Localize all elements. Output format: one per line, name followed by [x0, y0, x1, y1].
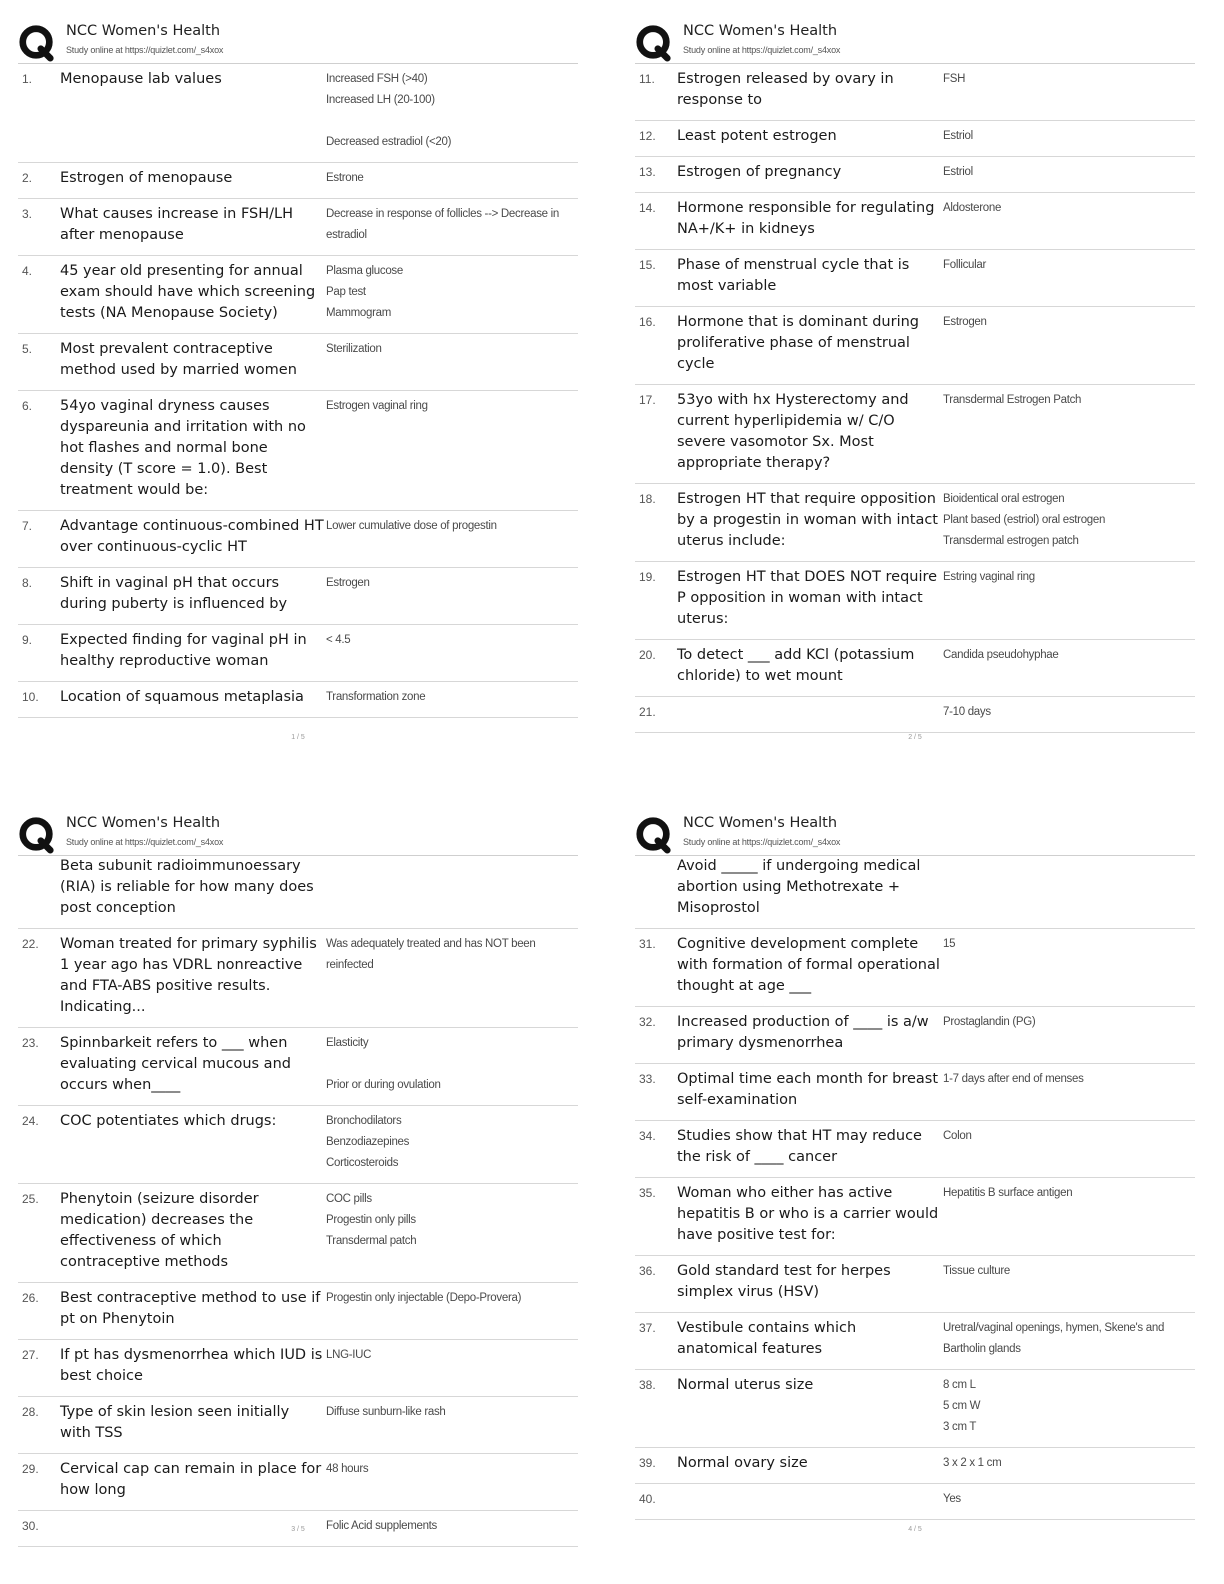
definition-line: LNG-IUC: [326, 1349, 372, 1361]
card-definition: [324, 1402, 578, 1444]
definition-line: 48 hours: [326, 1463, 369, 1475]
card-number: 30.: [22, 1519, 39, 1533]
card-term: Woman who either has active hepatitis B or who is a carrier would have positive test for:: [677, 1185, 939, 1243]
flashcard-row: [18, 1028, 578, 1106]
definition-line: Estrogen vaginal ring: [326, 400, 428, 412]
definition-line: < 4.5: [326, 634, 351, 646]
definition-line: Colon: [943, 1130, 972, 1142]
card-definition: [941, 312, 1195, 375]
card-number: 37.: [639, 1321, 656, 1335]
definition-line: Folic Acid supplements: [326, 1520, 438, 1532]
quizlet-logo-icon: [18, 24, 56, 62]
card-term: Most prevalent contraceptive method used by married women: [60, 341, 297, 378]
definition-line: Decrease in response of follicles --> Decrease in estradiol: [326, 208, 559, 241]
card-definition: [941, 934, 1195, 997]
flashcard-row: [18, 929, 578, 1028]
card-definition: [941, 198, 1195, 240]
definition-line: Prior or during ovulation: [326, 1079, 441, 1091]
definition-line: Transdermal Estrogen Patch: [943, 394, 1082, 406]
card-definition: [941, 856, 1195, 919]
card-term: If pt has dysmenorrhea which IUD is best choice: [60, 1347, 323, 1384]
card-number: 23.: [22, 1036, 39, 1050]
card-definition: [941, 1453, 1195, 1474]
card-term: Type of skin lesion seen initially with TSS: [60, 1404, 290, 1441]
card-definition: [324, 1189, 578, 1273]
study-online-link[interactable]: Study online at https://quizlet.com/_s4xox: [66, 45, 224, 55]
definition-line: Follicular: [943, 259, 987, 271]
definition-line: Was adequately treated and has NOT been reinfected: [326, 938, 536, 971]
card-number: 20.: [639, 648, 656, 662]
card-number: 1.: [22, 72, 33, 86]
card-number: 27.: [22, 1348, 39, 1362]
card-definition: [941, 69, 1195, 111]
flashcard-row: [635, 856, 1195, 929]
card-definition: [324, 1345, 578, 1387]
definition-line: [326, 856, 578, 877]
card-term: Cervical cap can remain in place for how long: [60, 1461, 322, 1498]
definition-line: Plant based (estriol) oral estrogen: [943, 514, 1106, 526]
card-term: Beta subunit radioimmunoessary (RIA) is reliable for how many does post conception: [60, 858, 314, 916]
card-definition: [941, 1126, 1195, 1168]
card-term: Least potent estrogen: [677, 128, 837, 144]
definition-line: Bronchodilators: [326, 1115, 402, 1127]
flashcard-row: [18, 1454, 578, 1511]
definition-line: Increased LH (20-100): [326, 94, 435, 106]
flashcard-row: [635, 157, 1195, 193]
card-definition: [324, 1288, 578, 1330]
flashcard-row: [635, 307, 1195, 385]
definition-line: Transdermal estrogen patch: [943, 535, 1079, 547]
card-number: 16.: [639, 315, 656, 329]
definition-line: 3 cm T: [943, 1421, 977, 1433]
card-number: 2.: [22, 171, 33, 185]
card-number: 40.: [639, 1492, 656, 1506]
flashcard-row: [635, 193, 1195, 250]
card-number: 25.: [22, 1192, 39, 1206]
card-term: Location of squamous metaplasia: [60, 689, 304, 705]
card-definition: [324, 1111, 578, 1174]
card-term: 53yo with hx Hysterectomy and current hyperlipidemia w/ C/O severe vasomotor Sx. Most appropriate therapy?: [677, 392, 909, 471]
definition-line: Uretral/vaginal openings, hymen, Skene's and Bartholin glands: [943, 1322, 1165, 1355]
card-term: COC potentiates which drugs:: [60, 1113, 277, 1129]
flashcard-page-1: [18, 20, 578, 741]
card-term: Studies show that HT may reduce the risk of ____ cancer: [677, 1128, 922, 1165]
card-definition: [941, 1318, 1195, 1360]
definition-line: Lower cumulative dose of progestin: [326, 520, 497, 532]
definition-line: Estrogen: [326, 577, 370, 589]
card-definition: [941, 567, 1195, 630]
card-definition: [941, 255, 1195, 297]
flashcard-row: [635, 385, 1195, 484]
card-definition: [941, 1183, 1195, 1246]
card-term: 54yo vaginal dryness causes dyspareunia and irritation with no hot flashes and normal bone density (T score = 1.0). Best treatment would be:: [60, 398, 306, 498]
page-number: 2 / 5: [908, 734, 922, 741]
definition-line: Corticosteroids: [326, 1157, 399, 1169]
definition-line: Estrone: [326, 172, 364, 184]
flashcard-page-4: [635, 812, 1195, 1533]
flashcard-row: [18, 391, 578, 511]
definition-line: Estrogen: [943, 316, 987, 328]
card-definition: [324, 339, 578, 381]
card-term: Increased production of ____ is a/w primary dysmenorrhea: [677, 1014, 929, 1051]
card-number: 35.: [639, 1186, 656, 1200]
card-term: Normal ovary size: [677, 1455, 808, 1471]
definition-line: Plasma glucose: [326, 265, 403, 277]
definition-line: Mammogram: [326, 307, 392, 319]
brand-title: NCC Women's Health: [683, 23, 838, 39]
definition-line: 5 cm W: [943, 1400, 981, 1412]
flashcard-page-3: [18, 812, 578, 1547]
card-term: Vestibule contains which anatomical features: [677, 1320, 857, 1357]
flashcard-row: [18, 256, 578, 334]
definition-line: Bioidentical oral estrogen: [943, 493, 1065, 505]
card-definition: [324, 204, 578, 246]
flashcard-row: [18, 511, 578, 568]
flashcard-row: [635, 1007, 1195, 1064]
flashcard-row: [18, 625, 578, 682]
definition-line: 3 x 2 x 1 cm: [943, 1457, 1002, 1469]
card-definition: [324, 1033, 578, 1096]
flashcard-row: [18, 1340, 578, 1397]
flashcard-row: [635, 1178, 1195, 1256]
card-definition: [324, 1459, 578, 1501]
card-definition: [941, 126, 1195, 147]
card-term: Estrogen HT that DOES NOT require P opposition in woman with intact uterus:: [677, 569, 938, 627]
definition-line: COC pills: [326, 1193, 372, 1205]
flashcard-row: [18, 856, 578, 929]
card-number: 18.: [639, 492, 656, 506]
card-term: Avoid _____ if undergoing medical abortion using Methotrexate + Misoprostol: [677, 858, 921, 916]
card-definition: [324, 261, 578, 324]
definition-line: Transformation zone: [326, 691, 426, 703]
card-definition: [941, 1489, 1195, 1510]
definition-line: Estriol: [943, 130, 973, 142]
flashcard-row: [635, 250, 1195, 307]
brand-title: NCC Women's Health: [683, 815, 838, 831]
definition-line: [326, 1054, 578, 1075]
flashcard-row: [635, 1121, 1195, 1178]
definition-line: Pap test: [326, 286, 366, 298]
flashcard-row: [18, 1184, 578, 1283]
card-definition: [941, 1375, 1195, 1438]
card-number: 13.: [639, 165, 656, 179]
card-term: Gold standard test for herpes simplex virus (HSV): [677, 1263, 891, 1300]
definition-line: Estriol: [943, 166, 973, 178]
card-number: 6.: [22, 399, 33, 413]
brand-title: NCC Women's Health: [66, 23, 221, 39]
card-number: 4.: [22, 264, 33, 278]
card-term: 45 year old presenting for annual exam should have which screening tests (NA Menopause Society): [60, 263, 316, 321]
card-term: Hormone that is dominant during proliferative phase of menstrual cycle: [677, 314, 920, 372]
definition-line: 15: [943, 938, 956, 950]
card-number: 5.: [22, 342, 33, 356]
card-number: 14.: [639, 201, 656, 215]
definition-line: Hepatitis B surface antigen: [943, 1187, 1073, 1199]
card-number: 36.: [639, 1264, 656, 1278]
definition-line: Candida pseudohyphae: [943, 649, 1059, 661]
page-header: [18, 812, 578, 854]
card-number: 26.: [22, 1291, 39, 1305]
card-definition: [941, 1261, 1195, 1303]
definition-line: Tissue culture: [943, 1265, 1010, 1277]
definition-line: [943, 856, 1195, 877]
card-definition: [941, 1069, 1195, 1111]
flashcard-row: [635, 562, 1195, 640]
card-number: 22.: [22, 937, 39, 951]
definition-line: Elasticity: [326, 1037, 369, 1049]
card-number: 19.: [639, 570, 656, 584]
card-number: 34.: [639, 1129, 656, 1143]
card-definition: [324, 396, 578, 501]
page-header: [18, 20, 578, 62]
card-number: 29.: [22, 1462, 39, 1476]
card-number: 32.: [639, 1015, 656, 1029]
card-term: Menopause lab values: [60, 71, 222, 87]
card-number: 8.: [22, 576, 33, 590]
flashcard-row: [635, 1313, 1195, 1370]
definition-line: Increased FSH (>40): [326, 73, 428, 85]
page-number: 1 / 5: [291, 734, 305, 741]
flashcard-row: [18, 163, 578, 199]
card-term: Shift in vaginal pH that occurs during puberty is influenced by: [60, 575, 288, 612]
flashcard-row: [18, 1283, 578, 1340]
card-number: 38.: [639, 1378, 656, 1392]
page-header: [635, 20, 1195, 62]
study-online-link[interactable]: Study online at https://quizlet.com/_s4xox: [66, 837, 224, 847]
page-header: [635, 812, 1195, 854]
card-definition: [324, 516, 578, 558]
quizlet-logo-icon: [635, 816, 673, 854]
definition-line: Benzodiazepines: [326, 1136, 410, 1148]
definition-line: Prostaglandin (PG): [943, 1016, 1036, 1028]
definition-line: 8 cm L: [943, 1379, 976, 1391]
page-number: 3 / 5: [291, 1526, 305, 1533]
flashcard-row: [635, 1448, 1195, 1484]
card-definition: [324, 573, 578, 615]
card-number: 12.: [639, 129, 656, 143]
card-term: Estrogen of menopause: [60, 170, 233, 186]
study-online-link[interactable]: Study online at https://quizlet.com/_s4xox: [683, 45, 841, 55]
flashcard-row: [635, 1484, 1195, 1520]
flashcard-row: [18, 1106, 578, 1184]
card-term: Estrogen released by ovary in response to: [677, 71, 894, 108]
flashcard-row: [18, 1397, 578, 1454]
card-term: Hormone responsible for regulating NA+/K+ in kidneys: [677, 200, 935, 237]
card-term: Phenytoin (seizure disorder medication) decreases the effectiveness of which contraceptive methods: [60, 1191, 259, 1270]
card-number: 39.: [639, 1456, 656, 1470]
card-term: What causes increase in FSH/LH after menopause: [60, 206, 294, 243]
card-number: 3.: [22, 207, 33, 221]
flashcard-row: [635, 484, 1195, 562]
quizlet-logo-icon: [18, 816, 56, 854]
flashcard-row: [635, 1256, 1195, 1313]
card-definition: [941, 162, 1195, 183]
flashcard-row: [18, 64, 578, 163]
card-number: 24.: [22, 1114, 39, 1128]
card-term: Normal uterus size: [677, 1377, 814, 1393]
card-number: [18, 856, 60, 919]
quizlet-logo-icon: [635, 24, 673, 62]
flashcard-row: [635, 64, 1195, 121]
card-definition: [941, 489, 1195, 552]
flashcard-row: [635, 1370, 1195, 1448]
flashcard-row: [18, 334, 578, 391]
definition-line: 7-10 days: [943, 706, 991, 718]
card-term: [677, 1489, 941, 1510]
definition-line: Transdermal patch: [326, 1235, 417, 1247]
card-term: Phase of menstrual cycle that is most variable: [677, 257, 910, 294]
card-definition: [324, 69, 578, 153]
flashcard-row: [18, 568, 578, 625]
definition-line: 1-7 days after end of menses: [943, 1073, 1084, 1085]
definition-line: Aldosterone: [943, 202, 1002, 214]
card-definition: [324, 856, 578, 919]
brand-title: NCC Women's Health: [66, 815, 221, 831]
card-number: 33.: [639, 1072, 656, 1086]
flashcard-row: [18, 682, 578, 718]
card-number: 17.: [639, 393, 656, 407]
card-number: 15.: [639, 258, 656, 272]
card-term: [677, 702, 941, 723]
card-definition: [324, 630, 578, 672]
flashcard-row: [635, 121, 1195, 157]
card-term: Optimal time each month for breast self-examination: [677, 1071, 939, 1108]
card-term: Woman treated for primary syphilis 1 year ago has VDRL nonreactive and FTA-ABS positive results. Indicating...: [60, 936, 317, 1015]
card-number: 7.: [22, 519, 33, 533]
card-term: Spinnbarkeit refers to ___ when evaluating cervical mucous and occurs when____: [60, 1035, 291, 1093]
card-definition: [324, 934, 578, 1018]
page-number: 4 / 5: [908, 1526, 922, 1533]
definition-line: Diffuse sunburn-like rash: [326, 1406, 446, 1418]
card-number: [635, 856, 677, 919]
definition-line: Yes: [943, 1493, 961, 1505]
definition-line: Decreased estradiol (<20): [326, 136, 452, 148]
card-number: 10.: [22, 690, 39, 704]
definition-line: Progestin only pills: [326, 1214, 416, 1226]
card-term: Estrogen HT that require opposition by a progestin in woman with intact uterus include:: [677, 491, 938, 549]
card-definition: [941, 1012, 1195, 1054]
flashcard-row: [635, 929, 1195, 1007]
card-term: Advantage continuous-combined HT over continuous-cyclic HT: [60, 518, 324, 555]
card-definition: [324, 168, 578, 189]
card-number: 9.: [22, 633, 33, 647]
definition-line: Sterilization: [326, 343, 382, 355]
flashcard-row: [635, 640, 1195, 697]
card-number: 11.: [639, 72, 655, 86]
flashcard-row: [18, 199, 578, 256]
definition-line: [326, 111, 578, 132]
card-term: Expected finding for vaginal pH in healthy reproductive woman: [60, 632, 307, 669]
card-term: To detect ___ add KCl (potassium chloride) to wet mount: [677, 647, 915, 684]
flashcard-row: [635, 697, 1195, 733]
card-term: Cognitive development complete with formation of formal operational thought at age ___: [677, 936, 940, 994]
card-number: 28.: [22, 1405, 39, 1419]
card-term: Best contraceptive method to use if pt on Phenytoin: [60, 1290, 321, 1327]
definition-line: Progestin only injectable (Depo-Provera): [326, 1292, 522, 1304]
card-definition: [941, 390, 1195, 474]
card-definition: [941, 645, 1195, 687]
flashcard-row: [635, 1064, 1195, 1121]
study-online-link[interactable]: Study online at https://quizlet.com/_s4xox: [683, 837, 841, 847]
card-definition: [324, 687, 578, 708]
definition-line: FSH: [943, 73, 966, 85]
card-definition: [941, 702, 1195, 723]
card-number: 21.: [639, 705, 656, 719]
card-term: Estrogen of pregnancy: [677, 164, 842, 180]
definition-line: Estring vaginal ring: [943, 571, 1035, 583]
flashcard-page-2: [635, 20, 1195, 741]
card-number: 31.: [639, 937, 656, 951]
